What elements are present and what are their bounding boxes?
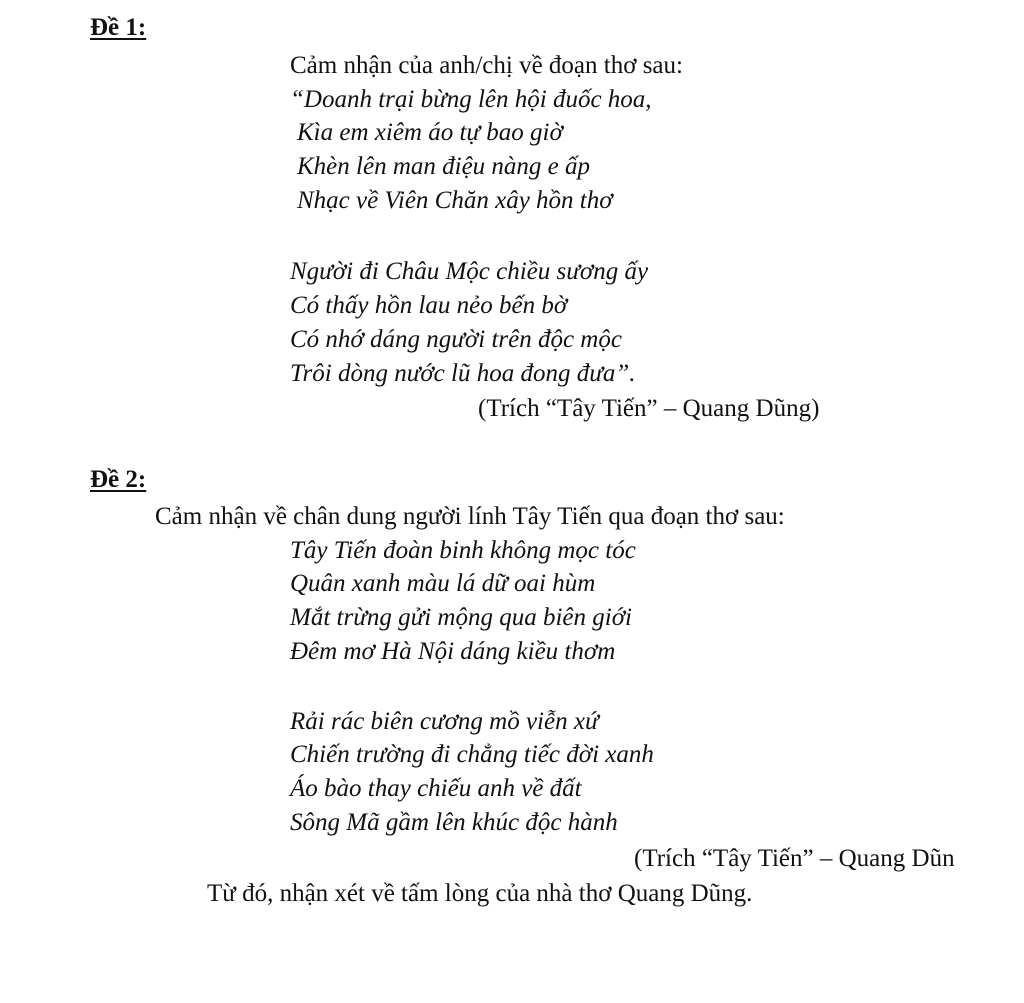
section1-verse-8: Trôi dòng nước lũ hoa đong đưa”. xyxy=(290,360,636,387)
section1-source: (Trích “Tây Tiến” – Quang Dũng) xyxy=(478,395,820,422)
section2-verse-8: Sông Mã gầm lên khúc độc hành xyxy=(290,809,618,836)
section2-verse-4: Đêm mơ Hà Nội dáng kiều thơm xyxy=(290,638,616,665)
section2-heading: Đề 2: xyxy=(90,466,147,493)
section2-closing: Từ đó, nhận xét về tấm lòng của nhà thơ Quang Dũng. xyxy=(207,880,753,907)
section1-prompt: Cảm nhận của anh/chị về đoạn thơ sau: xyxy=(290,52,683,79)
section2-source: (Trích “Tây Tiến” – Quang Dũn xyxy=(634,845,955,872)
section1-verse-6: Có thấy hồn lau nẻo bến bờ xyxy=(290,292,568,319)
section1-verse-3: Khèn lên man điệu nàng e ấp xyxy=(297,153,591,180)
section2-prompt: Cảm nhận về chân dung người lính Tây Tiến qua đoạn thơ sau: xyxy=(155,503,785,530)
section2-verse-5: Rải rác biên cương mồ viễn xứ xyxy=(290,708,599,735)
section1-verse-5: Người đi Châu Mộc chiều sương ấy xyxy=(290,258,649,285)
section1-verse-7: Có nhớ dáng người trên độc mộc xyxy=(290,326,622,353)
section1-verse-2: Kìa em xiêm áo tự bao giờ xyxy=(297,119,563,146)
section1-verse-1: “Doanh trại bừng lên hội đuốc hoa, xyxy=(290,86,652,113)
section2-verse-2: Quân xanh màu lá dữ oai hùm xyxy=(290,570,596,597)
section2-verse-1: Tây Tiến đoàn binh không mọc tóc xyxy=(290,537,636,564)
section2-verse-6: Chiến trường đi chẳng tiếc đời xanh xyxy=(290,741,654,768)
section1-verse-4: Nhạc về Viên Chăn xây hồn thơ xyxy=(297,187,613,214)
section1-heading: Đề 1: xyxy=(90,14,147,41)
section2-verse-3: Mắt trừng gửi mộng qua biên giới xyxy=(290,604,632,631)
section2-verse-7: Áo bào thay chiếu anh về đất xyxy=(290,775,582,802)
